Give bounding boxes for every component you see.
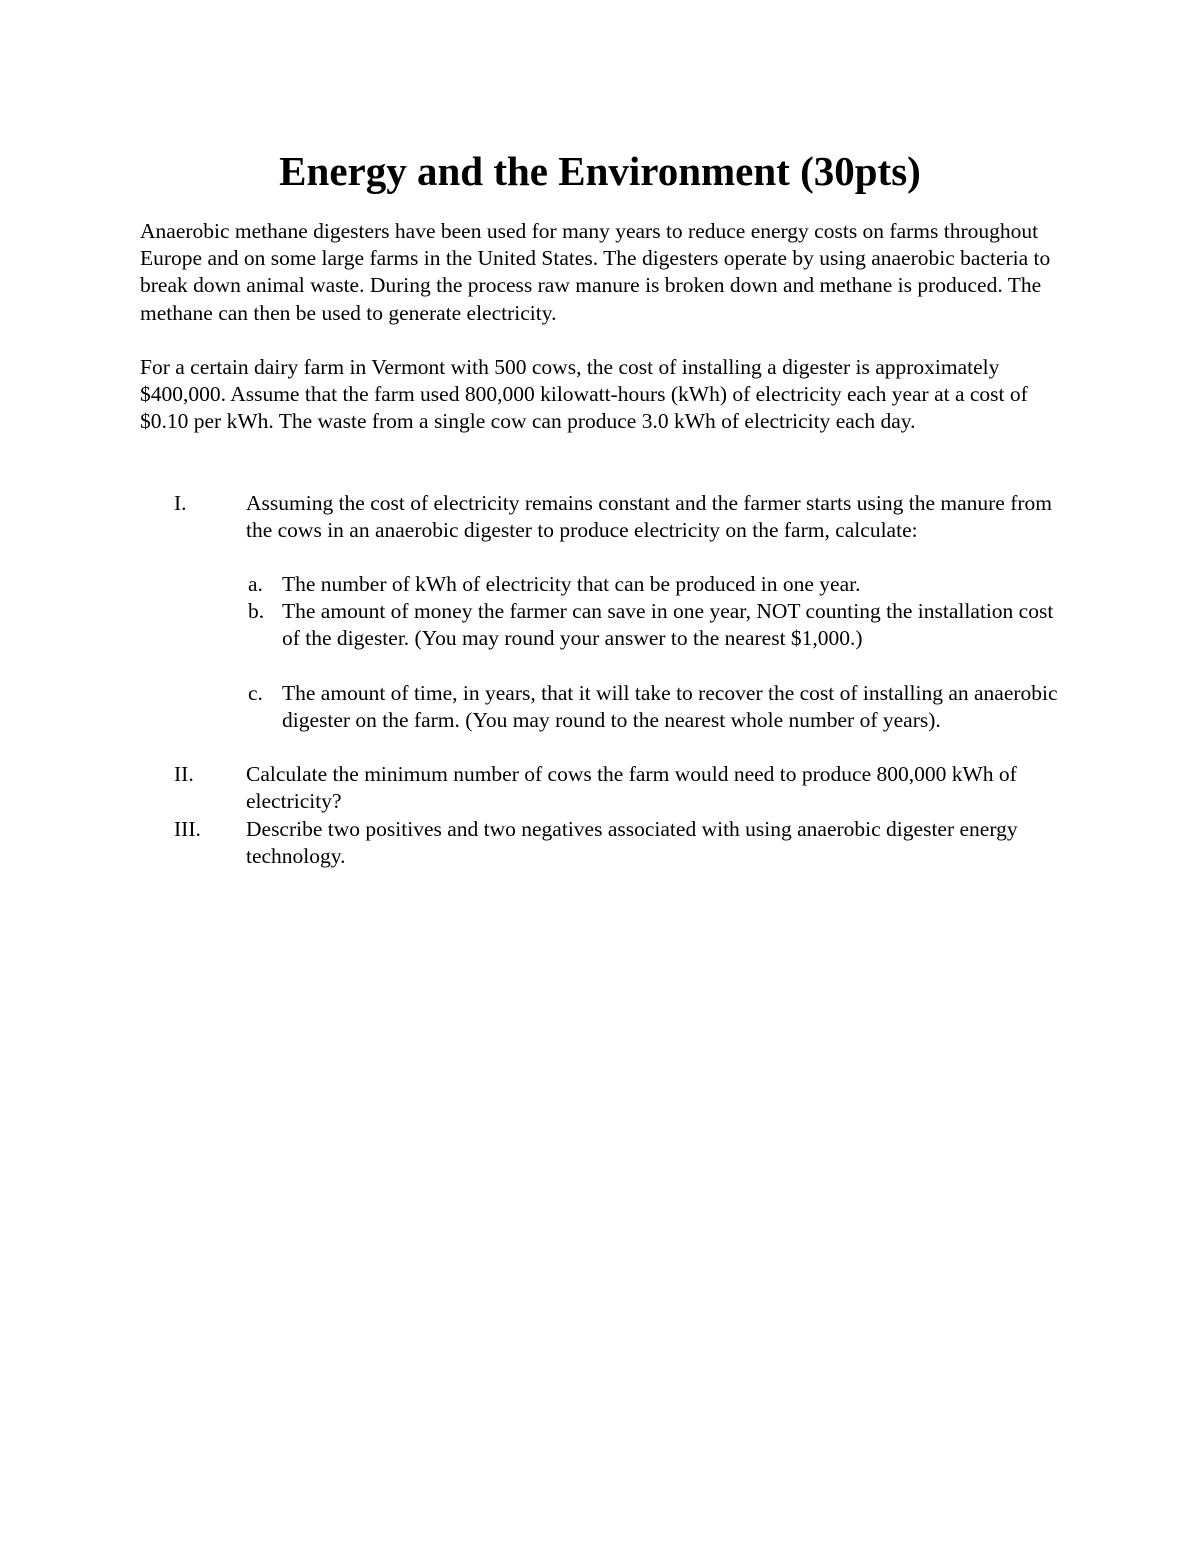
subpart-letter: b.: [248, 599, 265, 623]
subpart-text: The number of kWh of electricity that can be produced in one year.: [282, 572, 861, 596]
page-title: Energy and the Environment (30pts): [279, 148, 921, 194]
question-text: Describe two positives and two negatives associated with using anaerobic digester energy technology.: [246, 817, 1018, 869]
subpart-letter: c.: [248, 681, 263, 705]
subpart-text: The amount of money the farmer can save in one year, NOT counting the installation cost of the digester. (You may round your answer to the nearest $1,000.): [282, 599, 1054, 651]
subpart-letter: a.: [248, 572, 263, 596]
scenario-paragraph: For a certain dairy farm in Vermont with 500 cows, the cost of installing a digester is approximately $400,000. Assume that the farm used 800,000 kilowatt-hours (kWh) of electricity each year at a cost of $0.10 per kWh. The waste from a single cow can produce 3.0 kWh of electricity each day.: [140, 355, 1028, 434]
intro-paragraph: Anaerobic methane digesters have been used for many years to reduce energy costs on farms throughout Europe and on some large farms in the United States. The digesters operate by using anaerobic bacteria to break down animal waste. During the process raw manure is broken down and methane is produced. The methane can then be used to generate electricity.: [140, 219, 1051, 325]
question-numeral: II.: [174, 762, 194, 786]
question-numeral: I.: [174, 491, 187, 515]
subpart-text: The amount of time, in years, that it will take to recover the cost of installing an anaerobic digester on the farm. (You may round to the nearest whole number of years).: [282, 681, 1058, 733]
question-text: Calculate the minimum number of cows the farm would need to produce 800,000 kWh of electricity?: [246, 762, 1017, 814]
question-text: Assuming the cost of electricity remains constant and the farmer starts using the manure from the cows in an anaerobic digester to produce electricity on the farm, calculate:: [246, 491, 1053, 543]
question-numeral: III.: [174, 817, 201, 841]
